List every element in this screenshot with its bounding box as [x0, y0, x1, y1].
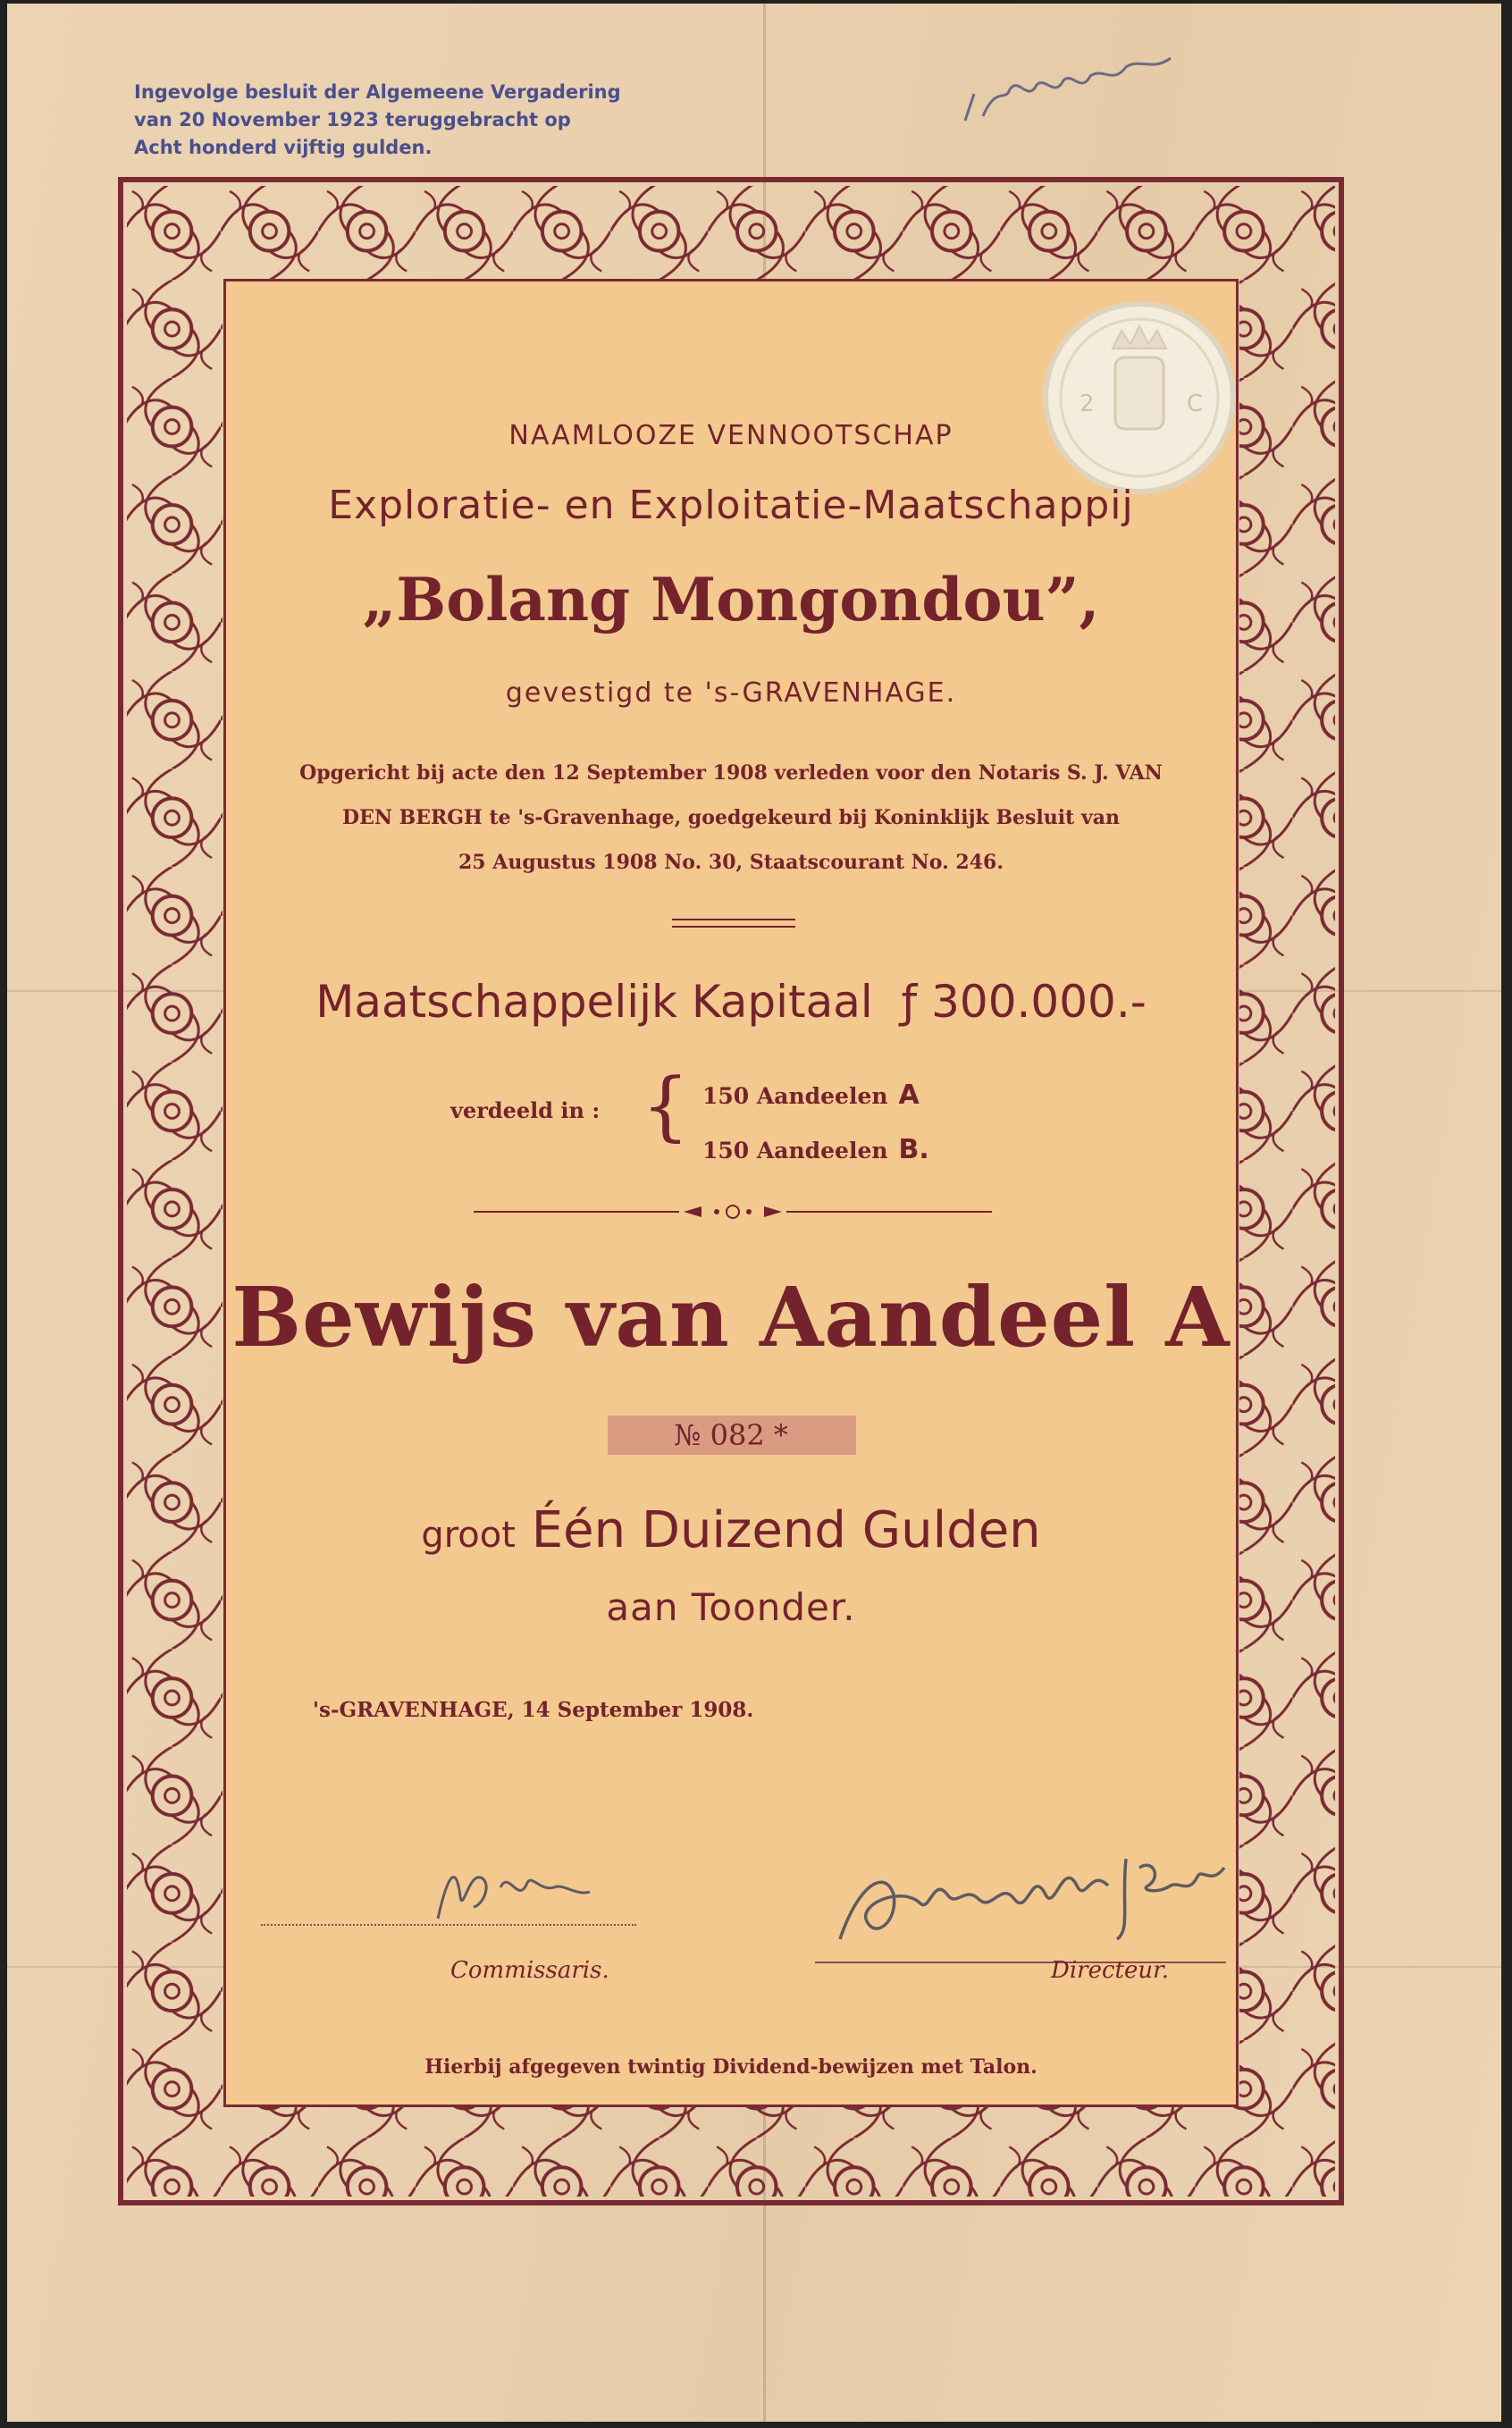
- share-class-row: [702, 1069, 929, 1123]
- signature-commissaris: [420, 1843, 617, 1932]
- ornamental-rule: [474, 1203, 992, 1221]
- share-class-row: [702, 1123, 929, 1178]
- place-and-date: 's-GRAVENHAGE, 14 September 1908.: [313, 1698, 754, 1722]
- coupon-note: Hierbij afgegeven twintig Dividend-bewijzen met Talon.: [424, 2055, 1037, 2079]
- company-type: NAAMLOOZE VENNOOTSCHAP: [508, 420, 953, 451]
- certificate-title: Bewijs van Aandeel A: [231, 1269, 1231, 1365]
- share-count: 150 Aandeelen: [702, 1138, 888, 1164]
- signature-directeur: [822, 1832, 1242, 1966]
- seal-text-right: C: [1187, 391, 1204, 417]
- brace-glyph: {: [642, 1062, 690, 1149]
- divided-label: verdeeld in :: [450, 1097, 601, 1123]
- stamp-line-3: Acht honderd vijftig gulden.: [134, 137, 433, 158]
- founding-line-2: DEN BERGH te 's-Gravenhage, goedgekeurd bij Koninklijk Besluit van: [342, 806, 1120, 829]
- share-capital: [223, 976, 1239, 1028]
- stamp-line-1: Ingevolge besluit der Algemeene Vergadering: [134, 81, 621, 103]
- reduction-stamp: [134, 79, 670, 162]
- role-commissaris: Commissaris.: [450, 1957, 609, 1984]
- value-amount: Één Duizend Gulden: [531, 1501, 1041, 1559]
- seal-text-left: 2: [1079, 391, 1095, 417]
- share-count: 150 Aandeelen: [702, 1083, 888, 1109]
- stamp-line-2: van 20 November 1923 teruggebracht op: [134, 109, 571, 130]
- founding-details: [223, 751, 1239, 885]
- share-class: B.: [898, 1134, 929, 1165]
- nominal-value: [223, 1501, 1239, 1559]
- embossed-tax-seal: [1037, 295, 1242, 500]
- capital-label: Maatschappelijk Kapitaal: [315, 976, 873, 1028]
- certificate-number: № 082 *: [674, 1418, 788, 1452]
- pencil-initials: [956, 49, 1189, 130]
- bearer-clause: aan Toonder.: [606, 1585, 856, 1629]
- company-name: „Bolang Mongondou”,: [362, 565, 1100, 634]
- founding-line-3: 25 Augustus 1908 No. 30, Staatscourant No. 246.: [458, 851, 1004, 874]
- share-class: A: [898, 1080, 920, 1111]
- role-directeur: Directeur.: [1051, 1957, 1169, 1984]
- share-classes: [702, 1069, 929, 1178]
- capital-amount: ƒ 300.000.-: [901, 976, 1147, 1028]
- founding-line-1: Opgericht bij acte den 12 September 1908 verleden voor den Notaris S. J. VAN: [299, 761, 1163, 785]
- company-subtitle: Exploratie- en Exploitatie-Maatschappij: [328, 483, 1134, 528]
- value-prefix: groot: [421, 1515, 516, 1556]
- company-seat: gevestigd te 's-GRAVENHAGE.: [505, 677, 957, 709]
- double-rule-divider: [672, 919, 795, 928]
